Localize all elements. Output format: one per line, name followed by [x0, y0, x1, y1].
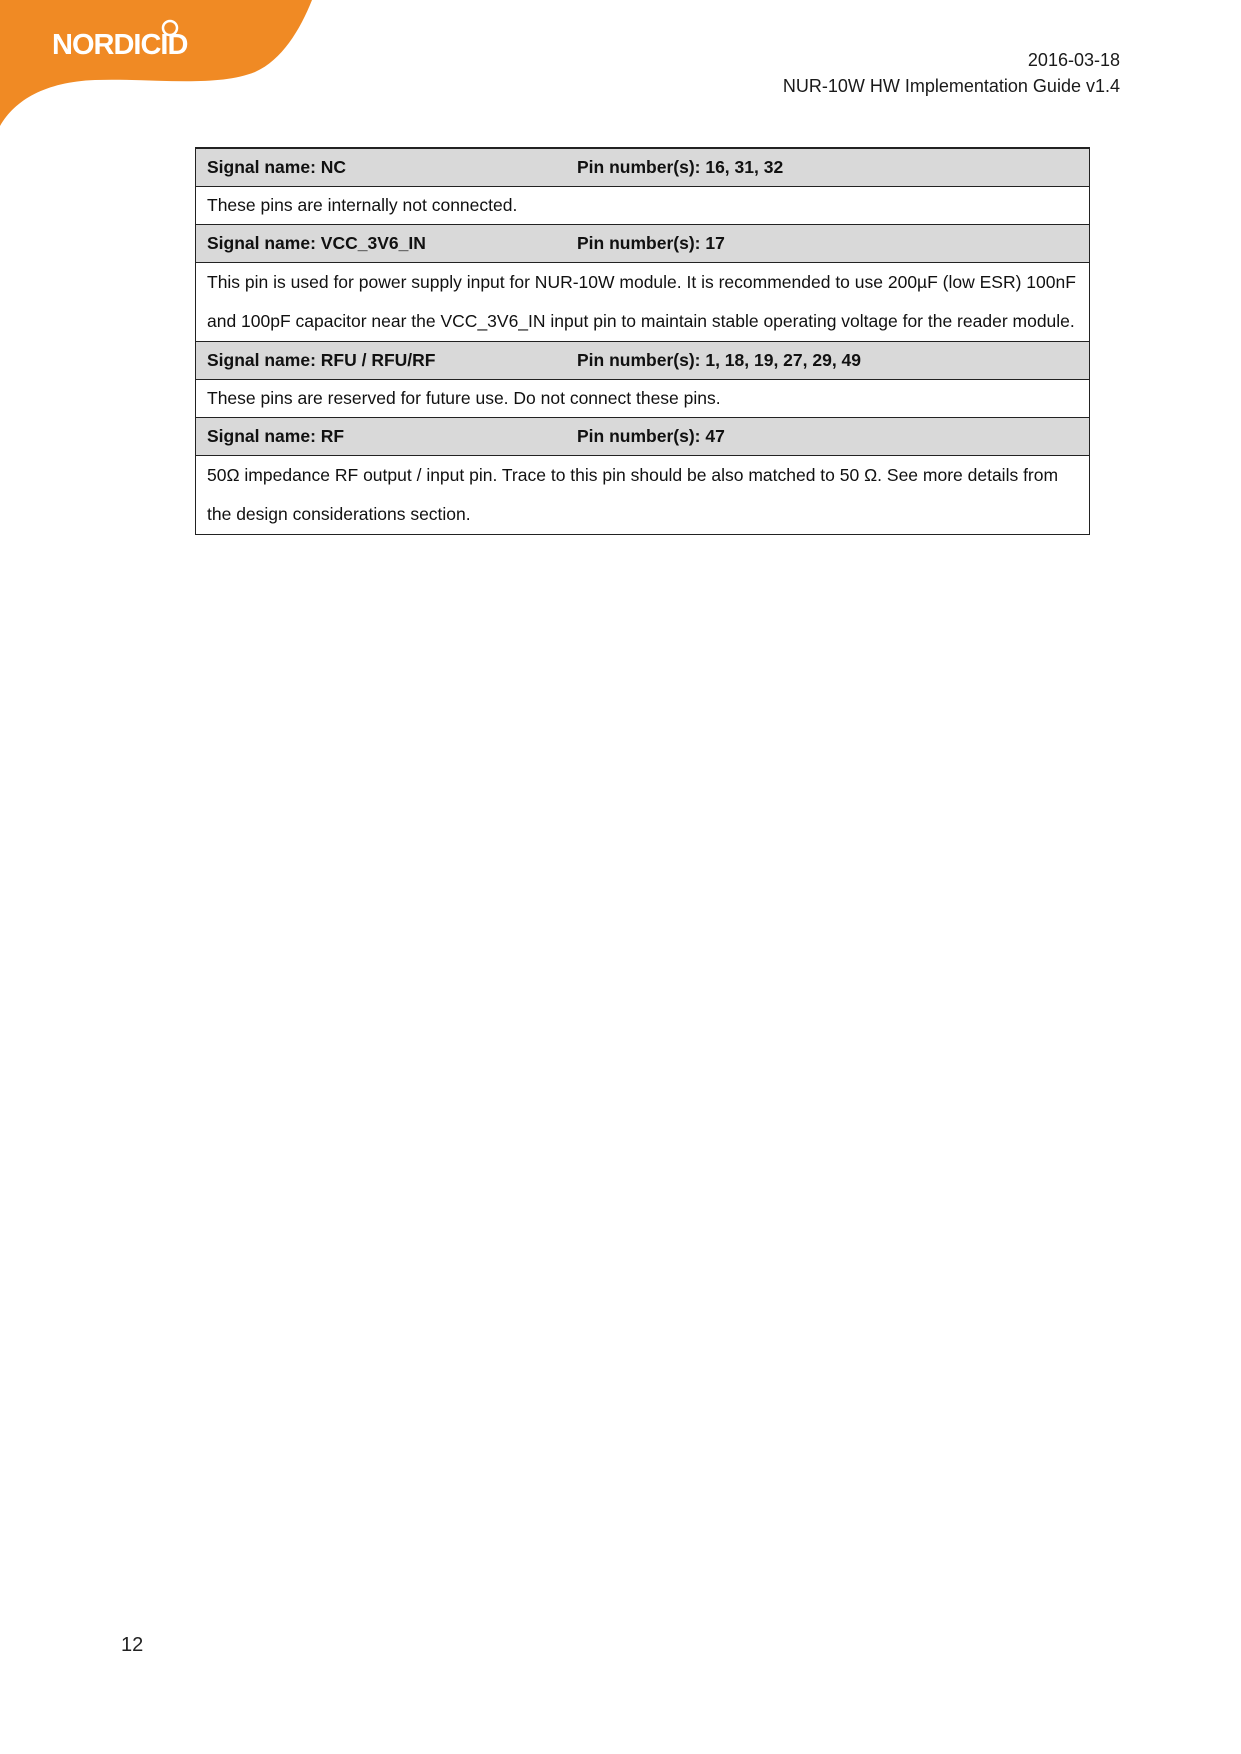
signal-header-cell [196, 418, 1090, 456]
pin-numbers: Pin number(s): 1, 18, 19, 27, 29, 49 [577, 350, 862, 370]
header-doc-title: NUR-10W HW Implementation Guide v1.4 [782, 76, 1120, 96]
signal-description: This pin is used for power supply input for NUR-10W module. It is recommended to use 200µF (low ESR) 100nF and 100pF capacitor near the VCC_3V6_IN input pin to maintain stable operating voltage for the reader module. [196, 263, 1090, 342]
signal-name: Signal name: RFU / RFU/RF [207, 350, 436, 370]
signal-name: Signal name: RF [207, 426, 345, 446]
signal-table [195, 147, 1090, 535]
signal-description-row [196, 263, 1090, 342]
signal-header-cell [196, 148, 1090, 187]
signal-header-cell [196, 225, 1090, 263]
signal-header-row [196, 342, 1090, 380]
pin-numbers: Pin number(s): 47 [577, 426, 725, 446]
brand-logo [0, 0, 320, 130]
page-header [783, 47, 1120, 99]
signal-header-row [196, 418, 1090, 456]
logo-swoosh-shape [0, 0, 320, 130]
signal-name: Signal name: NC [207, 157, 347, 177]
signal-description: These pins are reserved for future use. Do not connect these pins. [196, 380, 1090, 418]
signal-description-row [196, 187, 1090, 225]
signal-description: These pins are internally not connected. [196, 187, 1090, 225]
signal-description-row [196, 380, 1090, 418]
signal-header-row [196, 148, 1090, 187]
signal-description: 50Ω impedance RF output / input pin. Trace to this pin should be also matched to 50 Ω. See more details from the design considerations section. [196, 456, 1090, 535]
pin-numbers: Pin number(s): 16, 31, 32 [577, 157, 784, 177]
header-date: 2016-03-18 [1027, 50, 1120, 70]
page-number: 12 [121, 1634, 144, 1656]
signal-description-row [196, 456, 1090, 535]
logo-wordmark: NORDICID [52, 29, 188, 61]
signal-header-row [196, 225, 1090, 263]
signal-name: Signal name: VCC_3V6_IN [207, 233, 426, 253]
pin-numbers: Pin number(s): 17 [577, 233, 725, 253]
signal-header-cell [196, 342, 1090, 380]
